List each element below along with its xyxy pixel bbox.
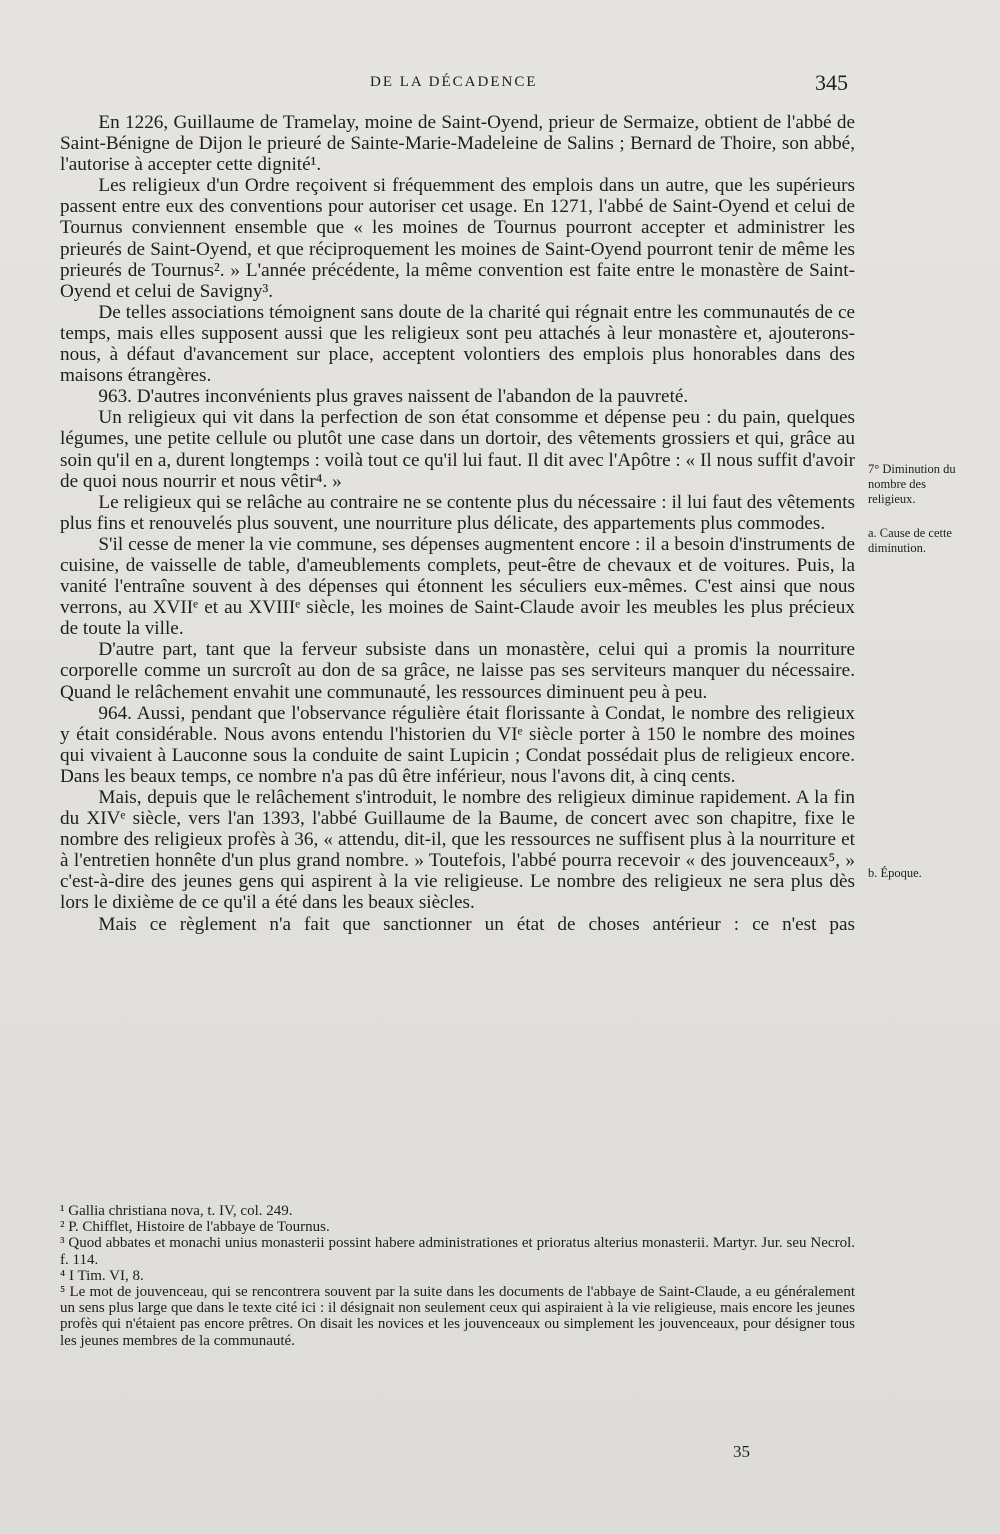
paragraph-reglement: Mais ce règlement n'a fait que sanctionner un état de choses antérieur : ce n'est pas [98, 913, 855, 935]
paragraph-963: 963. D'autres inconvénients plus graves naissent de l'abandon de la pauvreté. [98, 386, 689, 408]
footnote-4: ⁴ I Tim. VI, 8. [60, 1267, 144, 1284]
margin-note-epoque: b. Époque. [868, 866, 922, 880]
page-header [0, 70, 1000, 100]
paragraph-relachement: Mais, depuis que le relâchement s'introduit, le nombre des religieux diminue rapidement. A la fin du XIVᵉ siècle, vers l'an 1393, l'abbé Guillaume de la Baume, de concert avec son chapitre, fixe le nombre des religieux profès à 36, « attendu, dit-il, que les ressources ne suffisent plus à la nourriture et à l'entretien honnête d'un plus grand nombre. » Toutefois, l'abbé pourra recevoir « des jouvenceaux⁵, » c'est-à-dire des jeunes gens qui aspirent à la vie religieuse. Le nombre des religieux ne sera plus dès lors le dixième de ce qu'il a été dans les beaux siècles. [60, 787, 855, 914]
paragraph-relache: Le religieux qui se relâche au contraire ne se contente plus du nécessaire : il lui faut des vêtements plus fins et renouvelés plus souvent, une nourriture plus délicate, des appartements plus commodes. [60, 491, 855, 534]
paragraph-associations: De telles associations témoignent sans doute de la charité qui régnait entre les communautés de ce temps, mais elles supposent aussi que les religieux sont peu attachés à leur monastère et, ajouterons-nous, à défaut d'avancement sur place, acceptent volontiers des emplois plus honorables dans des maisons étrangères. [60, 301, 855, 387]
footnote-3: ³ Quod abbates et monachi unius monasterii possint habere administrationes et prioratus alterius monasterii. Martyr. Jur. seu Necrol. f. 114. [60, 1235, 855, 1268]
footnote-1: ¹ Gallia christiana nova, t. IV, col. 249. [60, 1203, 293, 1219]
footnote-5: ⁵ Le mot de jouvenceau, qui se rencontrera souvent par la suite dans les documents de l'abbaye de Saint-Claude, a eu généralement un sens plus large que dans le texte cité ici : il désignait non seulement ceux qui aspiraient à la vie religieuse, mais encore les jeunes profès qui n'étaient pas encore prêtres. On disait les novices et les jouvenceaux ou simplement les jouvenceaux, pour désigner tous les jeunes membres de la communauté. [60, 1284, 855, 1349]
paragraph-depenses: S'il cesse de mener la vie commune, ses dépenses augmentent encore : il a besoin d'instruments de cuisine, de vaisselle de table, d'ameublements complets, peut-être de chevaux et de voitures. Puis, la vanité l'entraîne souvent à des dépenses qui étonnent les séculiers eux-mêmes. C'est ainsi que nous verrons, au XVIIᵉ et au XVIIIᵉ siècle, les moines de Saint-Claude avoir les meubles les plus précieux de toute la ville. [60, 533, 855, 640]
paragraph-964: 964. Aussi, pendant que l'observance régulière était florissante à Condat, le nombre des religieux y était considérable. Nous avons entendu l'historien du VIᵉ siècle porter à 150 le nombre des moines qui vivaient à Lauconne sous la conduite de saint Lupicin ; Condat possédait plus de religieux encore. Dans les beaux temps, ce nombre n'a pas dû être inférieur, nous l'avons dit, à cinq cents. [60, 702, 855, 787]
margin-note-diminution: 7° Diminution du nombre des religieux. [868, 462, 956, 506]
margin-note-cause: a. Cause de cette diminution. [868, 526, 952, 555]
footnote-2: ² P. Chifflet, Histoire de l'abbaye de Tournus. [60, 1219, 330, 1236]
paragraph-religieux-pauvrete: Un religieux qui vit dans la perfection de son état consomme et dépense peu : du pain, quelques légumes, une petite cellule ou plutôt une case dans un dortoir, des vêtements grossiers et qui, grâce au soin qu'il en a, durent longtemps : voilà tout ce qu'il lui faut. Il dit avec l'Apôtre : « Il nous suffit d'avoir de quoi nous nourrir et nous vêtir⁴. » [60, 407, 855, 492]
signature-mark: 35 [733, 1442, 750, 1461]
footnotes [60, 1203, 855, 1349]
paragraph-1226: En 1226, Guillaume de Tramelay, moine de Saint-Oyend, prieur de Sermaize, obtient de l'abbé de Saint-Bénigne de Dijon le prieuré de Sainte-Marie-Madeleine de Salins ; Bernard de Thoire, son abbé, l'autorise à accepter cette dignité¹. [60, 112, 855, 176]
main-text [60, 112, 855, 935]
paragraph-conventions: Les religieux d'un Ordre reçoivent si fréquemment des emplois dans un autre, que les supérieurs passent entre eux des conventions pour autoriser cet usage. En 1271, l'abbé de Saint-Oyend et celui de Tournus conviennent ensemble que « les moines de Tournus pourront accepter et administrer les prieurés de Saint-Oyend, et que réciproquement les moines de Saint-Oyend pourront tenir de même les prieurés de Tournus². » L'année précédente, la même convention est faite entre le monastère de Saint-Oyend et celui de Savigny³. [60, 175, 855, 302]
paragraph-ferveur: D'autre part, tant que la ferveur subsiste dans un monastère, celui qui a promis la nourriture corporelle comme un surcroît au don de sa grâce, ne laisse pas ses serviteurs manquer du nécessaire. Quand le relâchement envahit une communauté, les ressources diminuent peu à peu. [60, 639, 855, 703]
running-title: DE LA DÉCADENCE [370, 74, 538, 90]
page-number: 345 [815, 70, 848, 95]
